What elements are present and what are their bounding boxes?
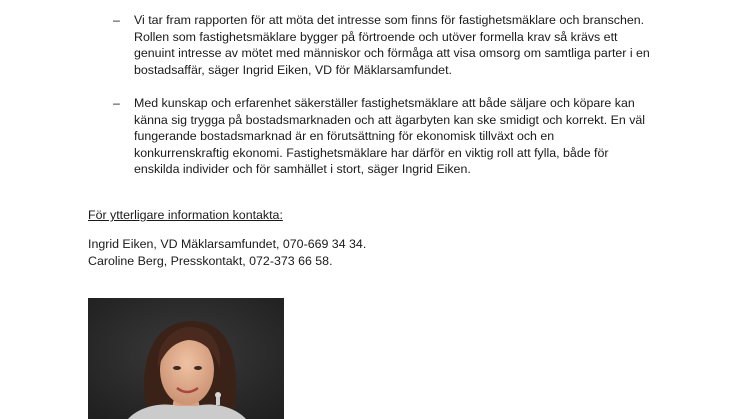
quote-line: Med kunskap och erfarenhet säkerställer fastighetsmäklare att både säljare och köpare kan bbox=[134, 96, 635, 110]
quote-text-1 bbox=[134, 12, 679, 78]
portrait-photo bbox=[88, 298, 284, 419]
contact-line-caroline: Caroline Berg, Presskontakt, 072-373 66 58. bbox=[88, 254, 333, 268]
quote-line: känna sig trygga på bostadsmarknaden och att ägarbyten kan ske smidigt och korrekt. En väl bbox=[134, 112, 646, 127]
quote-line: Rollen som fastighetsmäklare bygger på förtroende och utöver formella krav så krävs ett bbox=[134, 29, 618, 44]
quote-line: konkurrenskraftig ekonomi. Fastighetsmäklare har därför en viktig roll att fylla, både för bbox=[134, 145, 609, 160]
contact-line-ingrid: Ingrid Eiken, VD Mäklarsamfundet, 070-669 34 34. bbox=[88, 237, 367, 251]
quote-text-2 bbox=[134, 95, 679, 178]
quote-line: fungerande bostadsmarknad är en förutsättning för ekonomisk tillväxt och en bbox=[134, 129, 555, 144]
quote-line: genuint intresse av mötet med människor och förmåga att visa omsorg om samtliga parter i en bbox=[134, 46, 650, 61]
quote-line: Vi tar fram rapporten för att möta det intresse som finns för fastighetsmäklare och branschen. bbox=[134, 13, 645, 27]
quote-line: bostadsaffär, säger Ingrid Eiken, VD för Mäklarsamfundet. bbox=[134, 62, 452, 77]
contact-heading: För ytterligare information kontakta: bbox=[88, 208, 283, 222]
portrait-illustration bbox=[88, 298, 284, 419]
dash-bullet: – bbox=[113, 13, 120, 27]
dash-bullet: – bbox=[113, 96, 120, 110]
quote-line: enskilda individer och för samhället i stort, säger Ingrid Eiken. bbox=[134, 162, 471, 177]
